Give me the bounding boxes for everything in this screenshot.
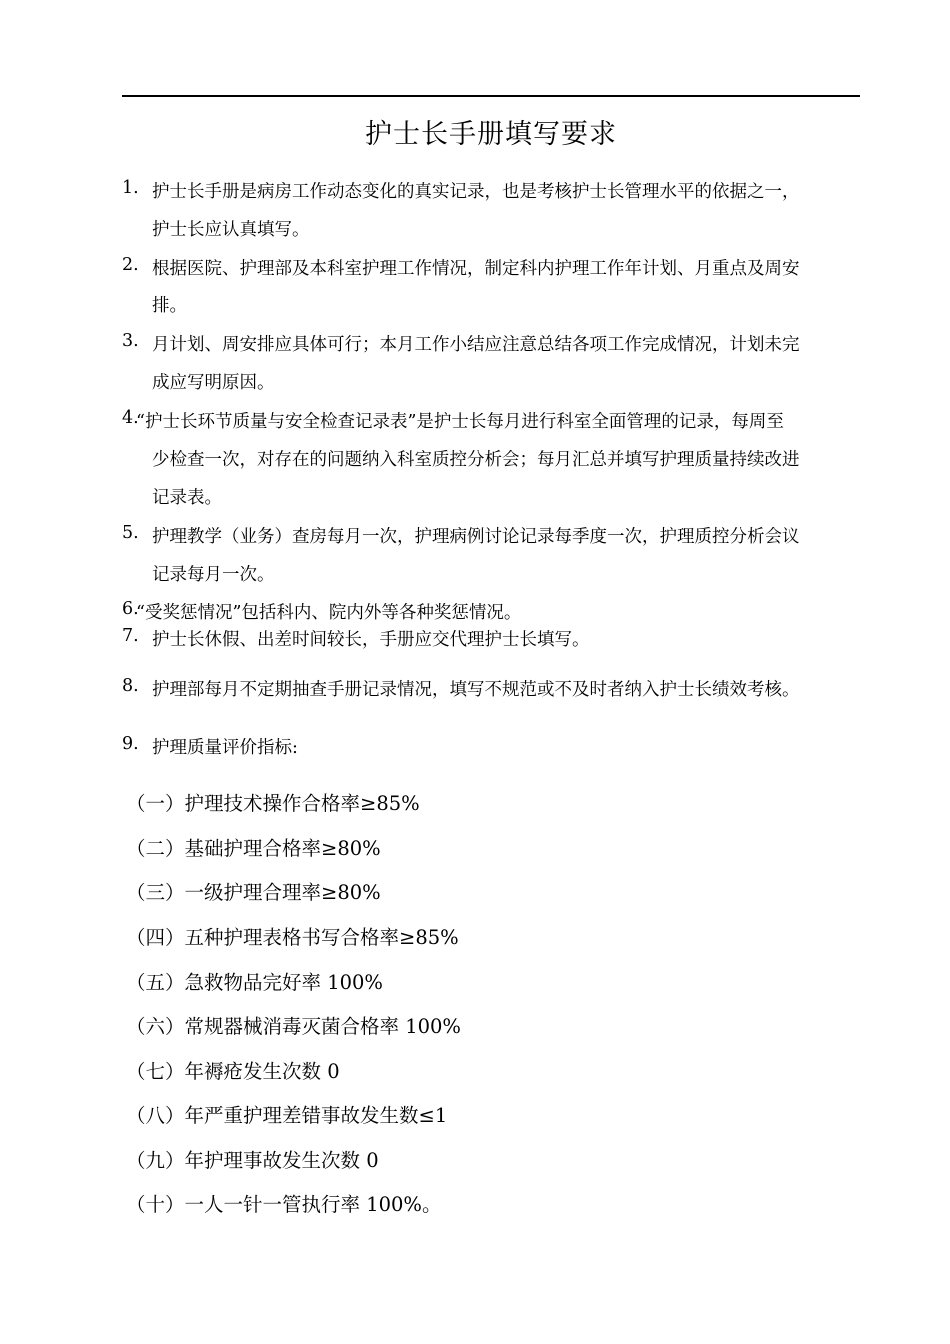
item-number: 2. bbox=[122, 255, 139, 275]
item-number: 7. bbox=[122, 626, 139, 646]
item-text-line: 护士长应认真填写。 bbox=[152, 220, 310, 240]
item-text-line: 根据医院、护理部及本科室护理工作情况，制定科内护理工作年计划、月重点及周安 bbox=[152, 259, 800, 279]
indicator-item: （九）年护理事故发生次数 0 bbox=[126, 1149, 379, 1172]
page-title: 护士长手册填写要求 bbox=[365, 119, 617, 150]
item-text-line: 护士长手册是病房工作动态变化的真实记录，也是考核护士长管理水平的依据之一， bbox=[152, 182, 800, 202]
header-rule bbox=[122, 95, 860, 97]
indicator-item: （十）一人一针一管执行率 100%。 bbox=[126, 1193, 442, 1216]
item-text-line: 护士长休假、出差时间较长，手册应交代理护士长填写。 bbox=[152, 630, 590, 650]
indicator-item: （二）基础护理合格率≥80% bbox=[126, 837, 381, 860]
item-text-line: “受奖惩情况”包括科内、院内外等各种奖惩情况。 bbox=[136, 603, 522, 623]
item-number: 1. bbox=[122, 178, 139, 198]
item-number: 5. bbox=[122, 523, 139, 543]
indicator-item: （三）一级护理合理率≥80% bbox=[126, 881, 381, 904]
item-text-line: 排。 bbox=[152, 296, 187, 316]
item-number: 3. bbox=[122, 331, 139, 351]
item-text-line: 月计划、周安排应具体可行；本月工作小结应注意总结各项工作完成情况，计划未完 bbox=[152, 335, 800, 355]
item-text-line: 成应写明原因。 bbox=[152, 373, 275, 393]
item-text-line: 少检查一次，对存在的问题纳入科室质控分析会；每月汇总并填写护理质量持续改进 bbox=[152, 450, 800, 470]
item-text-line: 护理教学（业务）查房每月一次，护理病例讨论记录每季度一次，护理质控分析会议 bbox=[152, 527, 800, 547]
item-text-line: 记录每月一次。 bbox=[152, 565, 275, 585]
item-number: 8. bbox=[122, 676, 139, 696]
indicator-item: （一）护理技术操作合格率≥85% bbox=[126, 792, 420, 815]
item-text-line: 护理部每月不定期抽查手册记录情况，填写不规范或不及时者纳入护士长绩效考核。 bbox=[152, 680, 800, 700]
indicator-item: （八）年严重护理差错事故发生数≤1 bbox=[126, 1104, 448, 1127]
item-number: 6. bbox=[122, 599, 139, 619]
item-text-line: 记录表。 bbox=[152, 488, 222, 508]
indicator-item: （七）年褥疮发生次数 0 bbox=[126, 1060, 340, 1083]
item-text-line: 护理质量评价指标: bbox=[152, 738, 298, 758]
indicator-item: （五）急救物品完好率 100% bbox=[126, 971, 383, 994]
indicator-item: （四）五种护理表格书写合格率≥85% bbox=[126, 926, 459, 949]
indicator-item: （六）常规器械消毒灭菌合格率 100% bbox=[126, 1015, 461, 1038]
item-text-line: “护士长环节质量与安全检查记录表”是护士长每月进行科室全面管理的记录，每周至 bbox=[136, 412, 784, 432]
item-number: 4. bbox=[122, 408, 139, 428]
item-number: 9. bbox=[122, 734, 139, 754]
